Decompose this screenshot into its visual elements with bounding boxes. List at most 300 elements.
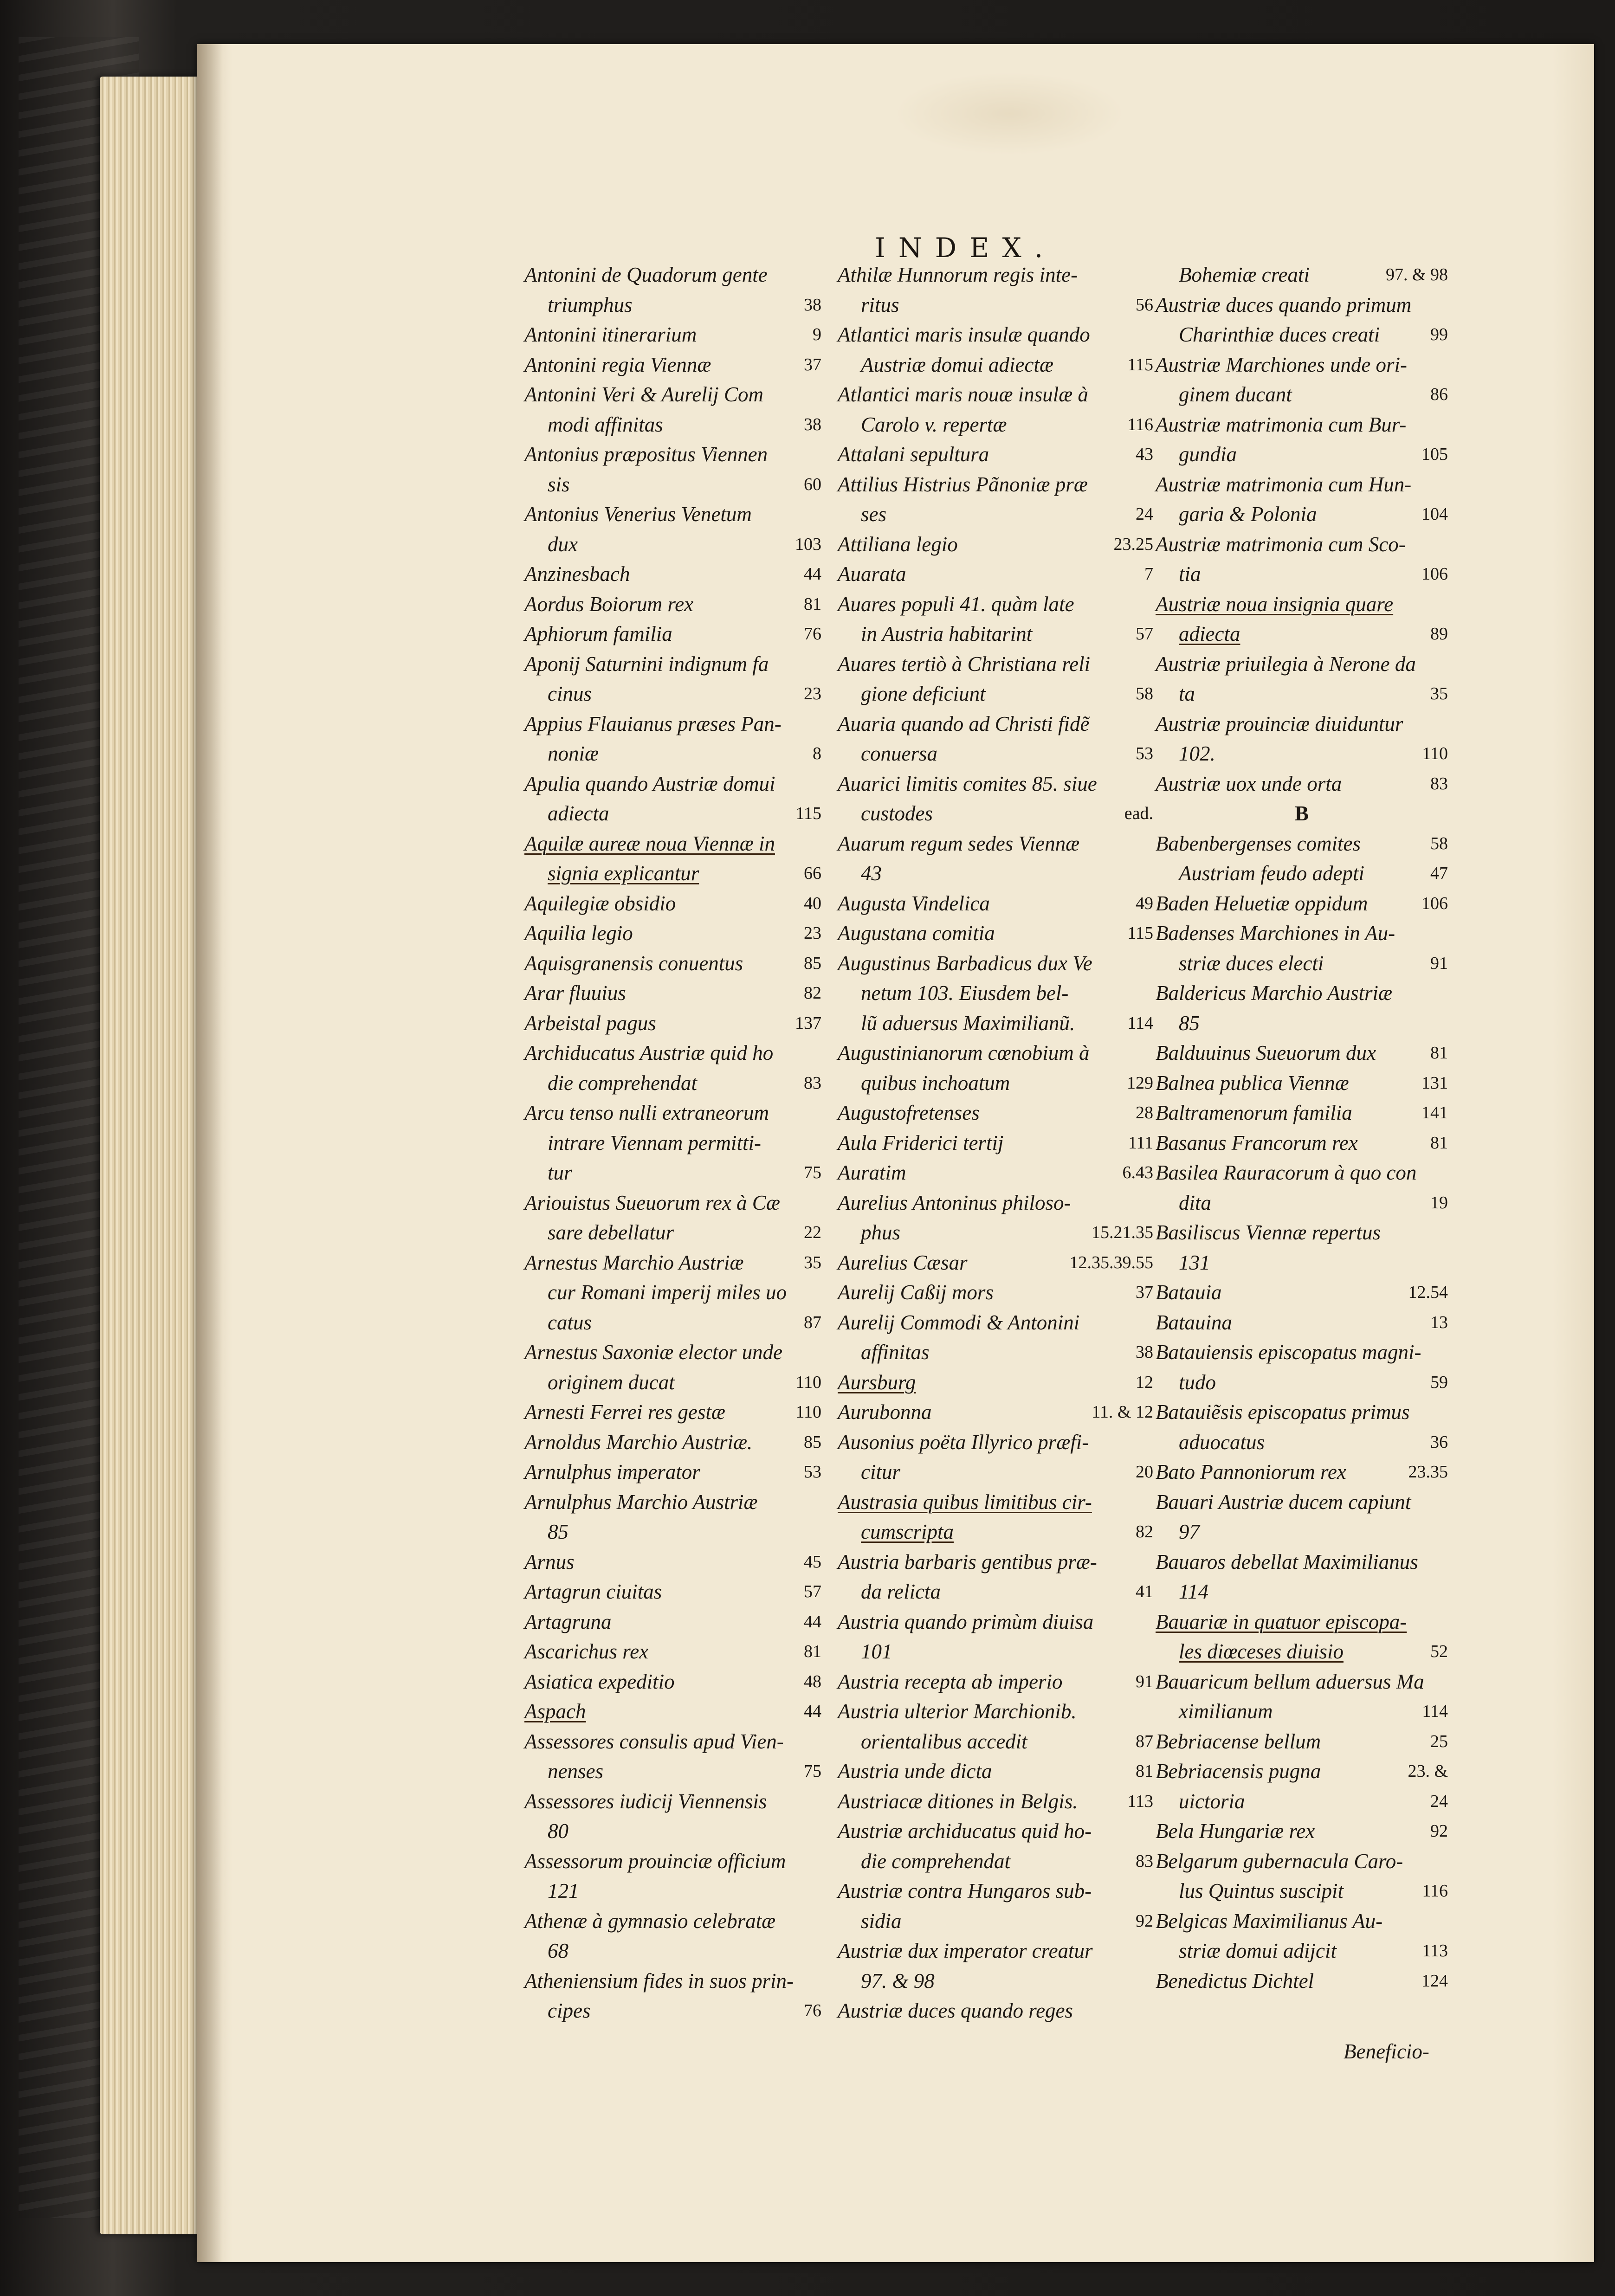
entry-text: Augustana comitia bbox=[838, 922, 995, 945]
entry-text: Auarici limitis comites 85. siue bbox=[838, 772, 1097, 795]
index-entry bbox=[838, 679, 1153, 709]
index-entry bbox=[1156, 739, 1448, 769]
entry-text: les diœceses diuisio bbox=[1179, 1640, 1344, 1663]
entry-text: Austriæ archiducatus quid ho- bbox=[838, 1819, 1092, 1843]
index-entry bbox=[524, 649, 821, 679]
entry-text: Badenses Marchiones in Au- bbox=[1156, 922, 1395, 945]
index-entry bbox=[524, 380, 821, 410]
page-reference: 97. & 98 bbox=[1385, 265, 1448, 284]
page-reference: 20 bbox=[1136, 1462, 1153, 1482]
index-entry bbox=[838, 499, 1153, 529]
entry-text: Atlantici maris nouæ insulæ à bbox=[838, 383, 1089, 406]
index-entry bbox=[1156, 1966, 1448, 1996]
index-entry bbox=[1156, 709, 1448, 739]
index-entry bbox=[838, 858, 1153, 889]
index-entry bbox=[838, 290, 1153, 320]
entry-text: Austria ulterior Marchionib. bbox=[838, 1700, 1077, 1723]
index-entry bbox=[1156, 1727, 1448, 1757]
index-entry bbox=[524, 1098, 821, 1128]
entry-text: dux bbox=[548, 532, 578, 556]
entry-text: gione deficiunt bbox=[861, 682, 986, 705]
index-entry bbox=[1156, 1158, 1448, 1188]
index-entry bbox=[1156, 1577, 1448, 1607]
page-reference: 81 bbox=[1136, 1761, 1153, 1781]
page-reference: 82 bbox=[804, 983, 821, 1003]
entry-text: die comprehendat bbox=[861, 1849, 1010, 1873]
entry-text: Antonini itinerarium bbox=[524, 323, 697, 346]
index-entry bbox=[838, 439, 1153, 470]
entry-text: 102. bbox=[1179, 742, 1215, 765]
entry-text: Arnesti Ferrei res gestæ bbox=[524, 1400, 725, 1424]
entry-text: Antonius præpositus Viennen bbox=[524, 443, 768, 466]
index-entry bbox=[838, 1158, 1153, 1188]
page-gutter-shadow bbox=[197, 44, 223, 2262]
page-reference: 115 bbox=[795, 804, 821, 823]
entry-text: Ascarichus rex bbox=[524, 1640, 649, 1663]
index-entry bbox=[524, 320, 821, 350]
page-reference: 60 bbox=[804, 474, 821, 494]
index-entry bbox=[1156, 1487, 1448, 1517]
page-reference: 141 bbox=[1421, 1103, 1448, 1122]
entry-text: 80 bbox=[548, 1819, 568, 1843]
page-reference: 75 bbox=[804, 1163, 821, 1182]
entry-text: Antonini Veri & Aurelij Com bbox=[524, 383, 763, 406]
index-entry bbox=[1156, 858, 1448, 889]
index-entry bbox=[1156, 1337, 1448, 1367]
index-entry bbox=[838, 1038, 1153, 1068]
page-reference: 8 bbox=[813, 744, 821, 763]
entry-text: Belgicas Maximilianus Au- bbox=[1156, 1909, 1383, 1933]
page-reference: 53 bbox=[804, 1462, 821, 1482]
entry-text: Austria recepta ab imperio bbox=[838, 1670, 1063, 1693]
page-reference: 24 bbox=[1430, 1791, 1448, 1811]
index-entry bbox=[838, 260, 1153, 290]
page-reference: 92 bbox=[1136, 1911, 1153, 1931]
entry-text: Augustinus Barbadicus dux Ve bbox=[838, 951, 1092, 975]
page-edges bbox=[100, 77, 207, 2234]
index-entry bbox=[1156, 1188, 1448, 1218]
page-reference: 81 bbox=[1430, 1133, 1448, 1153]
entry-text: in Austria habitarint bbox=[861, 622, 1033, 645]
index-entry bbox=[524, 709, 821, 739]
index-entry bbox=[838, 948, 1153, 979]
entry-text: Artagrun ciuitas bbox=[524, 1580, 662, 1603]
page-reference: 25 bbox=[1430, 1731, 1448, 1751]
entry-text: Appius Flauianus præses Pan- bbox=[524, 712, 782, 735]
index-entry bbox=[1156, 1637, 1448, 1667]
index-entry bbox=[1156, 1427, 1448, 1458]
index-entry bbox=[524, 679, 821, 709]
index-entry bbox=[838, 1128, 1153, 1158]
page-reference: 114 bbox=[1422, 1702, 1448, 1721]
entry-text: cur Romani imperij miles uo bbox=[548, 1281, 787, 1304]
page-reference: 104 bbox=[1421, 504, 1448, 524]
index-entry bbox=[524, 559, 821, 589]
index-entry bbox=[1156, 1277, 1448, 1308]
entry-text: Bohemiæ creati bbox=[1179, 263, 1310, 286]
entry-text: Austriæ contra Hungaros sub- bbox=[838, 1879, 1092, 1903]
page-reference: 76 bbox=[804, 624, 821, 644]
entry-text: die comprehendat bbox=[548, 1071, 697, 1095]
page-reference: 81 bbox=[1430, 1043, 1448, 1063]
index-entry bbox=[1156, 589, 1448, 619]
page-reference: 11. & 12 bbox=[1092, 1402, 1153, 1422]
index-entry bbox=[524, 918, 821, 948]
entry-text: Baden Heluetiæ oppidum bbox=[1156, 891, 1368, 915]
index-entry bbox=[838, 1906, 1153, 1936]
index-entry bbox=[838, 1367, 1153, 1398]
entry-text: Attilius Histrius Pãnoniæ præ bbox=[838, 472, 1088, 496]
index-entry bbox=[1156, 1517, 1448, 1547]
entry-text: lũ aduersus Maximilianũ. bbox=[861, 1011, 1075, 1035]
entry-text: Balnea publica Viennæ bbox=[1156, 1071, 1349, 1095]
index-entry bbox=[1156, 1876, 1448, 1906]
entry-text: Aurubonna bbox=[838, 1400, 932, 1424]
entry-text: Austria barbaris gentibus præ- bbox=[838, 1550, 1097, 1574]
entry-text: affinitas bbox=[861, 1341, 930, 1364]
index-entry bbox=[838, 1696, 1153, 1727]
index-entry bbox=[524, 829, 821, 859]
page-reference: 47 bbox=[1430, 864, 1448, 883]
entry-text: conuersa bbox=[861, 742, 937, 765]
index-entry bbox=[838, 1277, 1153, 1308]
index-entry bbox=[838, 889, 1153, 919]
index-entry bbox=[838, 1248, 1153, 1278]
index-entry bbox=[1156, 889, 1448, 919]
entry-text: Archiducatus Austriæ quid ho bbox=[524, 1041, 774, 1064]
index-entry bbox=[838, 1966, 1153, 1996]
index-entry bbox=[524, 1367, 821, 1398]
index-entry bbox=[838, 1397, 1153, 1427]
index-entry bbox=[524, 1906, 821, 1936]
entry-text: Arnus bbox=[524, 1550, 575, 1574]
page-reference: 23 bbox=[804, 923, 821, 943]
catchword: Beneficio- bbox=[1344, 2040, 1429, 2063]
page-reference: 40 bbox=[804, 893, 821, 913]
index-entry bbox=[524, 1158, 821, 1188]
entry-text: netum 103. Eiusdem bel- bbox=[861, 981, 1069, 1005]
page-reference: 53 bbox=[1136, 744, 1153, 763]
page-reference: 99 bbox=[1430, 325, 1448, 344]
index-entry bbox=[838, 589, 1153, 619]
index-entry bbox=[1156, 948, 1448, 979]
page-reference: 129 bbox=[1127, 1073, 1153, 1093]
entry-text: Austria quando primùm diuisa bbox=[838, 1610, 1094, 1633]
index-entry bbox=[524, 1786, 821, 1817]
index-entry bbox=[1156, 1308, 1448, 1338]
index-entry bbox=[1156, 559, 1448, 589]
entry-text: 43 bbox=[861, 862, 882, 885]
page-reference: 91 bbox=[1136, 1671, 1153, 1691]
entry-text: Anzinesbach bbox=[524, 562, 630, 586]
entry-text: Aurelius Cæsar bbox=[838, 1251, 968, 1274]
index-entry bbox=[1156, 260, 1448, 290]
entry-text: 97. & 98 bbox=[861, 1969, 935, 1993]
index-entry bbox=[1156, 1816, 1448, 1846]
index-entry bbox=[1156, 649, 1448, 679]
entry-text: Aursburg bbox=[838, 1370, 916, 1394]
index-entry bbox=[838, 1756, 1153, 1786]
index-entry bbox=[838, 918, 1153, 948]
entry-text: ta bbox=[1179, 682, 1195, 705]
entry-text: Aurelius Antoninus philoso- bbox=[838, 1191, 1071, 1214]
index-entry bbox=[524, 1517, 821, 1547]
entry-text: Athenæ à gymnasio celebratæ bbox=[524, 1909, 776, 1933]
entry-text: Augustofretenses bbox=[838, 1101, 980, 1124]
entry-text: Arcu tenso nulli extraneorum bbox=[524, 1101, 769, 1124]
entry-text: striæ domui adijcit bbox=[1179, 1939, 1337, 1962]
page-reference: 22 bbox=[804, 1223, 821, 1242]
index-entry bbox=[1156, 1248, 1448, 1278]
entry-text: gundia bbox=[1179, 443, 1237, 466]
entry-text: orientalibus accedit bbox=[861, 1729, 1027, 1753]
entry-text: Aordus Boiorum rex bbox=[524, 592, 694, 616]
index-entry bbox=[1156, 1068, 1448, 1098]
page-reference: 38 bbox=[804, 295, 821, 315]
index-entry bbox=[1156, 470, 1448, 500]
entry-text: adiecta bbox=[1179, 622, 1240, 645]
entry-text: Austriæ domui adiectæ bbox=[861, 353, 1053, 376]
index-entry bbox=[524, 1607, 821, 1637]
page-reference: 83 bbox=[804, 1073, 821, 1093]
index-entry bbox=[1156, 1607, 1448, 1637]
page-reference: 12.35.39.55 bbox=[1069, 1252, 1153, 1272]
entry-text: Austriæ noua insignia quare bbox=[1156, 592, 1394, 616]
page-reference: 38 bbox=[1136, 1342, 1153, 1362]
page-reference: 52 bbox=[1430, 1642, 1448, 1661]
index-entry bbox=[524, 410, 821, 440]
index-entry bbox=[1156, 410, 1448, 440]
entry-text: Athilæ Hunnorum regis inte- bbox=[838, 263, 1078, 286]
entry-text: Arnulphus Marchio Austriæ bbox=[524, 1490, 758, 1514]
index-entry bbox=[838, 1996, 1153, 2026]
index-column-2 bbox=[838, 260, 1153, 2026]
entry-text: modi affinitas bbox=[548, 413, 663, 436]
page-reference: 24 bbox=[1136, 504, 1153, 524]
page-reference: 44 bbox=[804, 1702, 821, 1721]
page-reference: 116 bbox=[1127, 414, 1153, 434]
index-entry bbox=[524, 769, 821, 799]
entry-text: Basiliscus Viennæ repertus bbox=[1156, 1221, 1381, 1244]
page-reference: 15.21.35 bbox=[1092, 1223, 1153, 1242]
entry-text: Arnestus Saxoniæ elector unde bbox=[524, 1341, 783, 1364]
page-reference: 83 bbox=[1136, 1851, 1153, 1871]
page-reference: 115 bbox=[1127, 923, 1153, 943]
entry-text: 85 bbox=[1179, 1011, 1200, 1035]
page-reference: 106 bbox=[1421, 893, 1448, 913]
entry-text: 97 bbox=[1179, 1520, 1200, 1543]
index-entry bbox=[838, 1607, 1153, 1637]
index-entry bbox=[838, 978, 1153, 1008]
index-entry bbox=[524, 1547, 821, 1577]
index-entry bbox=[1156, 1936, 1448, 1966]
entry-text: adiecta bbox=[548, 802, 609, 825]
page-reference: 92 bbox=[1430, 1821, 1448, 1841]
entry-text: Basilea Rauracorum à quo con bbox=[1156, 1161, 1417, 1184]
page-reference: 105 bbox=[1421, 445, 1448, 464]
page-reference: 23.35 bbox=[1408, 1462, 1448, 1482]
index-entry bbox=[524, 1876, 821, 1906]
page-reference: 131 bbox=[1421, 1073, 1448, 1093]
entry-text: Ariouistus Sueuorum rex à Cæ bbox=[524, 1191, 780, 1214]
index-entry bbox=[524, 1038, 821, 1068]
index-entry bbox=[838, 380, 1153, 410]
index-entry bbox=[838, 1637, 1153, 1667]
index-entry bbox=[524, 1457, 821, 1487]
entry-text: Arbeistal pagus bbox=[524, 1011, 656, 1035]
index-entry bbox=[524, 1727, 821, 1757]
entry-text: sidia bbox=[861, 1909, 902, 1933]
page-reference: 82 bbox=[1136, 1522, 1153, 1541]
entry-text: sis bbox=[548, 472, 570, 496]
index-entry bbox=[838, 320, 1153, 350]
index-entry bbox=[838, 1008, 1153, 1038]
entry-text: Auarum regum sedes Viennæ bbox=[838, 832, 1080, 855]
entry-text: Basanus Francorum rex bbox=[1156, 1131, 1358, 1154]
entry-text: Batauiẽsis episcopatus primus bbox=[1156, 1400, 1410, 1424]
page-reference: 124 bbox=[1421, 1971, 1448, 1991]
entry-text: Assessores consulis apud Vien- bbox=[524, 1729, 784, 1753]
page-reference: 76 bbox=[804, 2001, 821, 2020]
entry-text: Austriæ uox unde orta bbox=[1156, 772, 1342, 795]
entry-text: nenses bbox=[548, 1760, 603, 1783]
page-reference: 43 bbox=[1136, 445, 1153, 464]
index-entry bbox=[524, 619, 821, 649]
entry-text: Auratim bbox=[838, 1161, 906, 1184]
index-column-1 bbox=[524, 260, 821, 2026]
page-reference: 75 bbox=[804, 1761, 821, 1781]
index-entry bbox=[524, 1816, 821, 1846]
entry-text: Aquisgranensis conuentus bbox=[524, 951, 743, 975]
section-letter bbox=[1156, 799, 1448, 829]
entry-text: garia & Polonia bbox=[1179, 503, 1317, 526]
entry-text: Austriæ Marchiones unde ori- bbox=[1156, 353, 1408, 376]
entry-text: Attiliana legio bbox=[838, 532, 958, 556]
entry-text: citur bbox=[861, 1460, 900, 1483]
index-entry bbox=[1156, 1397, 1448, 1427]
entry-text: Antonini de Quadorum gente bbox=[524, 263, 768, 286]
page-reference: 114 bbox=[1127, 1013, 1153, 1033]
entry-text: Austrasia quibus limitibus cir- bbox=[838, 1490, 1092, 1514]
index-entry bbox=[524, 290, 821, 320]
index-entry bbox=[838, 350, 1153, 380]
page-reference: 113 bbox=[1127, 1791, 1153, 1811]
index-entry bbox=[524, 1936, 821, 1966]
index-entry bbox=[1156, 290, 1448, 320]
index-entry bbox=[838, 769, 1153, 799]
entry-text: Balduuinus Sueuorum dux bbox=[1156, 1041, 1376, 1064]
index-entry bbox=[524, 350, 821, 380]
index-entry bbox=[838, 1786, 1153, 1817]
entry-text: Aphiorum familia bbox=[524, 622, 672, 645]
index-entry bbox=[838, 1487, 1153, 1517]
index-entry bbox=[838, 1816, 1153, 1846]
index-entry bbox=[1156, 1098, 1448, 1128]
entry-text: Auaria quando ad Christi fidẽ bbox=[838, 712, 1090, 735]
entry-text: Austriæ duces quando primum bbox=[1156, 293, 1412, 316]
entry-text: cipes bbox=[548, 1999, 591, 2022]
index-entry bbox=[524, 589, 821, 619]
entry-text: Austriæ priuilegia à Nerone da bbox=[1156, 652, 1416, 676]
index-entry bbox=[838, 799, 1153, 829]
entry-text: Apulia quando Austriæ domui bbox=[524, 772, 775, 795]
page-reference: 58 bbox=[1136, 684, 1153, 703]
page-reference: 85 bbox=[804, 1432, 821, 1452]
index-entry bbox=[1156, 1667, 1448, 1697]
page-reference: 110 bbox=[1422, 744, 1448, 763]
page-reference: ead. bbox=[1124, 804, 1153, 823]
index-entry bbox=[838, 1936, 1153, 1966]
index-entry bbox=[1156, 679, 1448, 709]
entry-text: catus bbox=[548, 1310, 592, 1334]
page-reference: 9 bbox=[813, 325, 821, 344]
entry-text: Baldericus Marchio Austriæ bbox=[1156, 981, 1392, 1005]
entry-text: Bauari Austriæ ducem capiunt bbox=[1156, 1490, 1411, 1514]
page-reference: 81 bbox=[804, 1642, 821, 1661]
entry-text: Arnestus Marchio Austriæ bbox=[524, 1251, 744, 1274]
index-entry bbox=[524, 1277, 821, 1308]
index-entry bbox=[838, 1547, 1153, 1577]
page-reference: 87 bbox=[1136, 1731, 1153, 1751]
entry-text: aduocatus bbox=[1179, 1430, 1265, 1454]
page-reference: 57 bbox=[804, 1582, 821, 1601]
entry-text: cumscripta bbox=[861, 1520, 954, 1543]
entry-text: 131 bbox=[1179, 1251, 1210, 1274]
entry-text: Carolo v. repertæ bbox=[861, 413, 1007, 436]
index-entry bbox=[1156, 1038, 1448, 1068]
index-entry bbox=[1156, 769, 1448, 799]
entry-text: Auares populi 41. quàm late bbox=[838, 592, 1074, 616]
index-entry bbox=[524, 1637, 821, 1667]
page-reference: 41 bbox=[1136, 1582, 1153, 1601]
entry-text: Austriacæ ditiones in Belgis. bbox=[838, 1789, 1078, 1813]
index-entry bbox=[524, 948, 821, 979]
index-entry bbox=[838, 1337, 1153, 1367]
entry-text: Atlantici maris insulæ quando bbox=[838, 323, 1090, 346]
entry-text: Assessorum prouinciæ officium bbox=[524, 1849, 786, 1873]
index-entry bbox=[524, 1756, 821, 1786]
entry-text: ritus bbox=[861, 293, 899, 316]
entry-text: Austriæ matrimonia cum Hun- bbox=[1156, 472, 1412, 496]
index-entry bbox=[1156, 1906, 1448, 1936]
entry-text: phus bbox=[861, 1221, 901, 1244]
index-entry bbox=[838, 1188, 1153, 1218]
page-header: INDEX. bbox=[875, 232, 1056, 264]
page-reference: 110 bbox=[795, 1372, 821, 1392]
entry-text: Aurelij Commodi & Antonini bbox=[838, 1310, 1080, 1334]
entry-text: Batauiensis episcopatus magni- bbox=[1156, 1341, 1421, 1364]
page-reference: 113 bbox=[1422, 1941, 1448, 1961]
entry-text: Benedictus Dichtel bbox=[1156, 1969, 1314, 1993]
index-entry bbox=[524, 1996, 821, 2026]
index-entry bbox=[524, 1427, 821, 1458]
entry-text: Austriam feudo adepti bbox=[1179, 862, 1364, 885]
entry-text: Augustinianorum cœnobium à bbox=[838, 1041, 1090, 1064]
page-reference: 111 bbox=[1128, 1133, 1153, 1153]
page-reference: 44 bbox=[804, 1612, 821, 1632]
page-reference: 106 bbox=[1421, 564, 1448, 584]
entry-text: intrare Viennam permitti- bbox=[548, 1131, 761, 1154]
index-entry bbox=[838, 1218, 1153, 1248]
entry-text: Auares tertiò à Christiana reli bbox=[838, 652, 1091, 676]
entry-text: originem ducat bbox=[548, 1370, 675, 1394]
entry-text: Austriæ duces quando reges bbox=[838, 1999, 1073, 2022]
page-reference: 37 bbox=[804, 355, 821, 374]
entry-text: Asiatica expeditio bbox=[524, 1670, 675, 1693]
entry-text: Babenbergenses comites bbox=[1156, 832, 1361, 855]
index-entry bbox=[838, 470, 1153, 500]
page-reference: 13 bbox=[1430, 1312, 1448, 1332]
